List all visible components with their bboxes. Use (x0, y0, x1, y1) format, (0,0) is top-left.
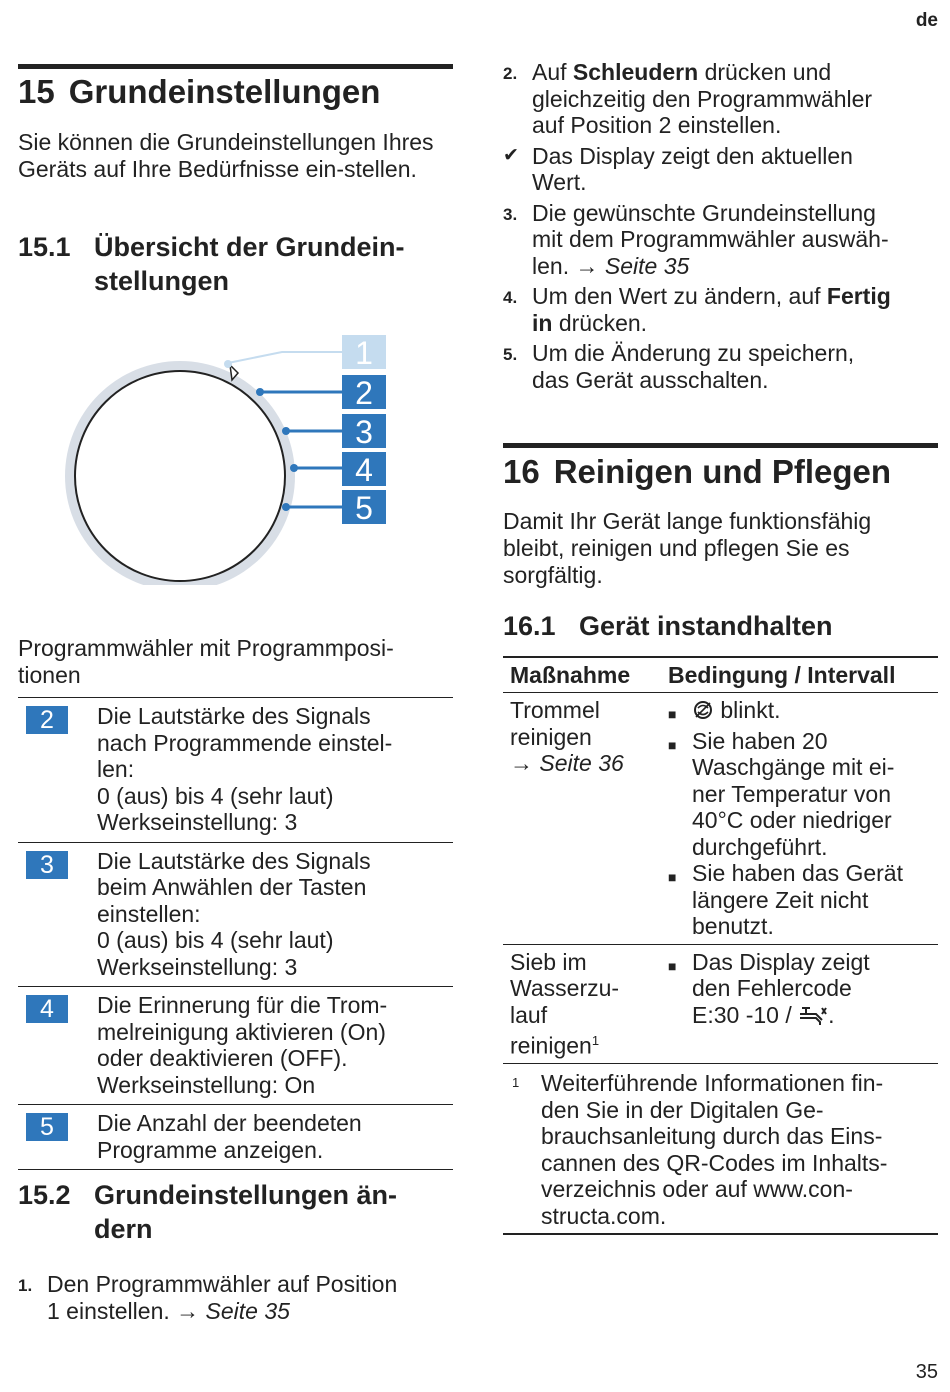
legend-badge: 2 (26, 706, 68, 734)
section-16-1-heading (503, 609, 833, 643)
dial-svg (60, 335, 390, 585)
bullet-line: Sie haben 20 (692, 727, 828, 754)
result-text (532, 143, 853, 196)
intro-line: sorgfältig. (503, 562, 603, 588)
bullet-text (692, 728, 894, 861)
legend-row (18, 987, 453, 1105)
section-rule (18, 64, 453, 69)
bullet-line: durchgeführt. (692, 833, 828, 860)
cell-line: reinigen (510, 723, 592, 750)
marker-dot-5 (282, 503, 290, 511)
water-tap-icon (798, 1004, 828, 1026)
step-line: auf Position 2 einstellen. (532, 112, 782, 138)
section-15-2-heading (18, 1178, 397, 1246)
position-legend-table (18, 697, 453, 1170)
legend-line: Die Erinnerung für die Trom- (97, 992, 388, 1018)
step-item (503, 200, 938, 280)
bullet-text: Das Display zeigt den Fehlercode E:30 -10 / . (692, 948, 870, 1028)
section-16-intro (503, 508, 938, 589)
step-line: mit dem Programmwähler auswäh- (532, 226, 889, 252)
step-line: len. (532, 252, 570, 279)
step-number: 4. (503, 288, 518, 307)
footnote-number: 1 (512, 1075, 520, 1091)
bullet-item (668, 949, 938, 1029)
table-cell-condition (663, 697, 938, 940)
legend-line: Die Lautstärke des Signals (97, 703, 371, 729)
bullet-line: ner Temperatur von (692, 780, 892, 807)
step-number: 5. (503, 345, 518, 364)
step-line: gleichzeitig den Programmwähler (532, 85, 873, 112)
step-text (47, 1271, 397, 1324)
subsection-number: 15.2 (18, 1180, 71, 1210)
position-label-2: 2 (355, 375, 373, 411)
step-number: 3. (503, 204, 518, 224)
section-rule (503, 443, 938, 448)
bullet-square-icon: ■ (668, 736, 677, 753)
legend-text (97, 848, 371, 981)
step-line: Wert. (532, 169, 587, 195)
table-footnote (503, 1064, 938, 1235)
marker-dot-4 (290, 464, 298, 472)
step-text-part: Um den Wert zu ändern, auf (532, 283, 821, 309)
legend-line: Werkseinstellung: 3 (97, 809, 298, 835)
section-title: Grundeinstellungen (68, 73, 381, 110)
bullet-line: Waschgänge mit ei- (692, 754, 895, 780)
column-header-bedingung: Bedingung / Intervall (668, 662, 896, 688)
step-line: Das Display zeigt den aktuellen (532, 142, 853, 169)
table-header (503, 656, 938, 693)
legend-line: Werkseinstellung: On (97, 1071, 316, 1098)
bullet-line: längere Zeit nicht (692, 886, 869, 913)
step-text (532, 200, 889, 280)
page-reference-link[interactable]: → Seite 35 (176, 1297, 290, 1324)
steps-list-left (18, 1271, 453, 1328)
step-line: Den Programmwähler auf Position (47, 1271, 398, 1297)
step-item (503, 283, 938, 336)
button-name-schleudern: Schleudern (572, 59, 699, 85)
checkmark-icon: ✔ (503, 144, 519, 166)
cell-line: lauf (510, 1001, 548, 1028)
step-text (532, 59, 872, 139)
bullet-line: 40°C oder niedriger (692, 807, 892, 833)
step-text-part: drücken und (704, 59, 832, 85)
page-reference-link[interactable]: → Seite 35 (575, 252, 690, 279)
legend-line: 0 (aus) bis 4 (sehr laut) (97, 927, 334, 953)
column-header-massnahme: Maßnahme (510, 662, 631, 688)
bullet-line: Sie haben das Gerät (692, 860, 903, 886)
bullet-line: Das Display zeigt (692, 948, 870, 975)
button-name-in: in (532, 309, 553, 336)
result-item (503, 143, 938, 196)
marker-dot-1 (224, 360, 232, 368)
bullet-square-icon: ■ (668, 869, 677, 885)
section-15-heading (18, 72, 380, 112)
bullet-square-icon: ■ (668, 957, 677, 974)
legend-line: len: (97, 756, 135, 782)
subsection-title: Gerät instandhalten (579, 611, 833, 641)
step-text-part: drücken. (558, 309, 648, 336)
legend-badge: 4 (26, 995, 68, 1023)
page-reference-link[interactable]: → Seite 36 (510, 750, 624, 776)
legend-line: beim Anwählen der Tasten (97, 874, 367, 900)
subsection-number: 15.1 (18, 232, 71, 262)
program-selector-illustration (60, 335, 390, 585)
step-item (18, 1271, 453, 1324)
dial-caption (18, 635, 448, 689)
footnote-line: den Sie in der Digitalen Ge- (541, 1096, 824, 1123)
dial-knob (75, 371, 285, 581)
legend-text (97, 992, 387, 1098)
marker-dot-2 (256, 388, 264, 396)
position-label-3: 3 (355, 414, 373, 450)
legend-text (97, 1110, 362, 1163)
marker-dot-3 (282, 427, 290, 435)
language-tag: de (915, 10, 938, 31)
legend-row (18, 698, 453, 843)
section-title: Reinigen und Pflegen (553, 453, 892, 490)
title-line-1: Übersicht der Grundein- (94, 232, 405, 262)
legend-row (18, 843, 453, 988)
legend-line: nach Programmende einstel- (97, 729, 393, 756)
table-cell-condition (663, 949, 938, 1060)
button-name-fertig: Fertig (826, 283, 891, 309)
footnote-text (541, 1070, 887, 1229)
bullet-text: blinkt. (720, 697, 781, 723)
caption-text: Programmwähler mit Programmposi-tionen (18, 635, 394, 688)
bullet-item (668, 728, 938, 861)
footnote-line: cannen des QR-Codes im Inhalts- (541, 1149, 888, 1176)
title-line-2: dern (94, 1214, 153, 1244)
cell-line: Sieb im (510, 948, 587, 975)
table-cell-action (503, 949, 663, 1060)
step-line: 1 einstellen. (47, 1297, 170, 1324)
cell-line: Wasserzu- (510, 975, 620, 1001)
position-label-4: 4 (355, 452, 373, 488)
legend-row (18, 1105, 453, 1170)
drum-clean-icon (692, 699, 714, 721)
position-label-1: 1 (355, 335, 373, 371)
legend-line: Werkseinstellung: 3 (97, 953, 298, 980)
bullet-square-icon: ■ (668, 706, 677, 722)
footnote-line: Weiterführende Informationen fin- (541, 1070, 884, 1097)
footnote-line: brauchsanleitung durch das Eins- (541, 1123, 883, 1150)
cell-line: reinigen (510, 1032, 592, 1059)
step-item (503, 340, 938, 393)
step-text (532, 340, 854, 393)
position-label-5: 5 (355, 490, 373, 526)
bullet-line: den Fehlercode (692, 975, 852, 1001)
section-15-1-heading (18, 230, 405, 298)
section-number: 16 (503, 453, 540, 490)
step-number: 2. (503, 64, 518, 83)
title-line-2: stellungen (94, 266, 230, 296)
section-15-intro (18, 129, 448, 183)
bullet-line: E:30 -10 / (692, 1001, 792, 1028)
step-line: Um die Änderung zu speichern, (532, 340, 855, 366)
table-row (503, 693, 938, 945)
legend-line: einstellen: (97, 900, 201, 927)
step-text-part: Auf (532, 59, 567, 85)
steps-list-right (503, 59, 938, 397)
step-number: 1. (18, 1276, 33, 1295)
footnote-line: verzeichnis oder auf www.con- (541, 1176, 853, 1203)
subsection-number: 16.1 (503, 611, 556, 641)
subsection-title (94, 1178, 397, 1246)
legend-line: 0 (aus) bis 4 (sehr laut) (97, 782, 334, 809)
step-line: das Gerät ausschalten. (532, 366, 769, 393)
page-number: 35 (915, 1361, 938, 1383)
bullet-item (668, 697, 938, 728)
footnote-marker: 1 (591, 1033, 600, 1048)
legend-line: Die Lautstärke des Signals (97, 847, 371, 874)
step-item (503, 59, 938, 139)
bullet-item (668, 860, 938, 940)
intro-line: bleibt, reinigen und pflegen Sie es (503, 535, 850, 561)
table-cell-action (503, 697, 663, 940)
footnote-line: structa.com. (541, 1202, 667, 1229)
leader-line-1 (228, 352, 342, 363)
title-line-1: Grundeinstellungen än- (94, 1180, 398, 1210)
table-row (503, 945, 938, 1065)
intro-line: Damit Ihr Gerät lange funktionsfähig (503, 508, 872, 534)
legend-badge: 3 (26, 851, 68, 879)
bullet-line: benutzt. (692, 913, 774, 939)
section-number: 15 (18, 73, 55, 110)
legend-line: melreinigung aktivieren (On) (97, 1018, 386, 1045)
cell-line: Trommel (510, 697, 600, 723)
legend-line: Programme anzeigen. (97, 1136, 324, 1163)
legend-line: Die Anzahl der beendeten (97, 1110, 362, 1136)
legend-badge: 5 (26, 1113, 68, 1141)
section-16-heading (503, 452, 891, 492)
legend-line: oder deaktivieren (OFF). (97, 1045, 348, 1071)
step-text (532, 283, 891, 336)
bullet-text (692, 860, 903, 940)
subsection-title (94, 230, 405, 298)
maintenance-table (503, 656, 938, 1235)
intro-text: Sie können die Grundeinstellungen Ihres Geräts auf Ihre Bedürfnisse ein-stellen. (18, 129, 434, 182)
step-line: Die gewünschte Grundeinstellung (532, 199, 876, 226)
legend-text (97, 703, 392, 836)
